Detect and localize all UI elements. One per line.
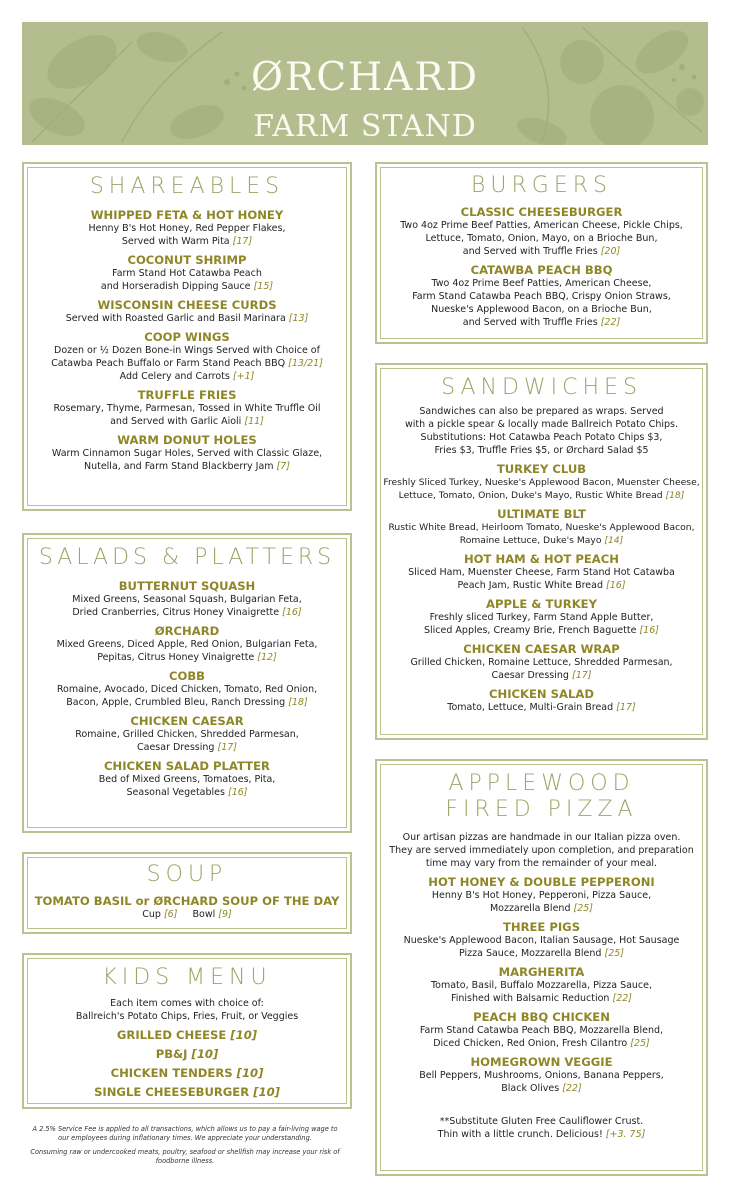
- menu-item-name: COCONUT SHRIMP: [127, 253, 247, 267]
- menu-item-price: [17]: [217, 742, 237, 753]
- menu-item-price: [16]: [606, 580, 626, 591]
- menu-item-price: [+1]: [232, 371, 255, 382]
- menu-item-name: PEACH BBQ CHICKEN: [473, 1010, 610, 1024]
- menu-item-description: Freshly sliced Turkey, Farm Stand Apple Butter, Sliced Apples, Creamy Brie, French Baguette [16]: [424, 612, 659, 636]
- menu-item-name: WISCONSIN CHEESE CURDS: [97, 298, 277, 312]
- menu-item-description: Farm Stand Hot Catawba Peach and Horseradish Dipping Sauce [15]: [100, 268, 274, 292]
- soup-section: [22, 852, 352, 934]
- menu-item-description: Rustic White Bread, Heirloom Tomato, Nueske's Applewood Bacon, Romaine Lettuce, Duke's Mayo [14]: [388, 522, 695, 546]
- menu-item-price: [17]: [571, 670, 592, 681]
- menu-item-price: [25]: [573, 903, 594, 914]
- menu-item-name: CLASSIC CHEESEBURGER: [460, 205, 623, 219]
- menu-item-description: Two 4oz Prime Beef Patties, American Cheese, Farm Stand Catawba Peach BBQ, Crispy Onion Straws, Nueske's Applewood Bacon, on a Brioche Bun, and Served with Truffle Fries [22]: [412, 278, 671, 328]
- menu-item-description: Farm Stand Catawba Peach BBQ, Mozzarella Blend, Diced Chicken, Red Onion, Fresh Cilantro [25]: [419, 1025, 664, 1049]
- shareables-section: [22, 162, 352, 511]
- menu-item-name: TOMATO BASIL or ØRCHARD SOUP OF THE DAY: [34, 894, 340, 908]
- menu-item-name: GRILLED CHEESE [10]: [116, 1028, 258, 1042]
- burgers-section: [375, 162, 708, 344]
- menu-item-name: WARM DONUT HOLES: [117, 433, 257, 447]
- menu-item-price: [13]: [288, 313, 309, 324]
- menu-item-description: Tomato, Basil, Buffalo Mozzarella, Pizza Sauce, Finished with Balsamic Reduction [22]: [430, 980, 653, 1004]
- menu-item-price: [13/21]: [288, 358, 323, 369]
- section-title: SANDWICHES: [441, 375, 642, 400]
- menu-item-description: Tomato, Lettuce, Multi-Grain Bread [17]: [447, 702, 636, 713]
- foodborne-warning: Consuming raw or undercooked meats, poultry, seafood or shellfish may increase your risk of foodborne illness.: [30, 1148, 340, 1165]
- menu-item-description: Bed of Mixed Greens, Tomatoes, Pita, Seasonal Vegetables [16]: [98, 774, 276, 798]
- menu-item-name: PB&J [10]: [155, 1047, 219, 1061]
- menu-item-price: [25]: [604, 948, 625, 959]
- menu-item-description: Warm Cinnamon Sugar Holes, Served with Classic Glaze, Nutella, and Farm Stand Blackberry Jam [7]: [51, 448, 323, 472]
- kids-section: [22, 953, 352, 1109]
- menu-item-description: Cup [6] Bowl [9]: [142, 909, 232, 920]
- menu-item-price: [17]: [232, 236, 253, 247]
- menu-item-description: Dozen or ½ Dozen Bone-in Wings Served with Choice of Catawba Peach Buffalo or Farm Stand Peach BBQ [13/21] Add Celery and Carrots [+1]: [51, 345, 323, 382]
- gluten-free-note: **Substitute Gluten Free Cauliflower Crust. Thin with a little crunch. Delicious! [+3. 75]: [437, 1116, 646, 1140]
- menu-item-description: Romaine, Avocado, Diced Chicken, Tomato, Red Onion, Bacon, Apple, Crumbled Bleu, Ranch Dressing [18]: [56, 684, 318, 708]
- menu-item-name: APPLE & TURKEY: [485, 597, 597, 611]
- menu-item-price: [22]: [612, 993, 633, 1004]
- section-title: KIDS MENU: [102, 965, 272, 990]
- menu-item-price: [12]: [257, 652, 277, 663]
- restaurant-name: ØRCHARD: [251, 55, 479, 100]
- menu-item-price: [14]: [604, 535, 624, 546]
- menu-item-price: [7]: [276, 461, 291, 472]
- menu-item-description: Henny B's Hot Honey, Pepperoni, Pizza Sauce, Mozzarella Blend [25]: [431, 890, 652, 914]
- pizza-section: [375, 759, 708, 1176]
- menu-item-name: ØRCHARD: [154, 624, 220, 638]
- section-intro: Each item comes with choice of: Ballreich's Potato Chips, Fries, Fruit, or Veggies: [75, 998, 299, 1022]
- menu-item-name: HOMEGROWN VEGGIE: [470, 1055, 613, 1069]
- menu-item-name: BUTTERNUT SQUASH: [118, 579, 256, 593]
- menu-item-description: Romaine, Grilled Chicken, Shredded Parmesan, Caesar Dressing [17]: [75, 729, 299, 753]
- section-title: SHAREABLES: [89, 174, 285, 199]
- menu-item-price: [11]: [244, 416, 264, 427]
- section-title: BURGERS: [471, 173, 612, 198]
- menu-item-price: [18]: [288, 697, 308, 708]
- menu-item-name: WHIPPED FETA & HOT HONEY: [90, 208, 284, 222]
- menu-item-name: HOT HAM & HOT PEACH: [463, 552, 619, 566]
- menu-item-price: [+3. 75]: [605, 1129, 646, 1140]
- menu-item-description: Grilled Chicken, Romaine Lettuce, Shredded Parmesan, Caesar Dressing [17]: [410, 657, 673, 681]
- sandwiches-section: [375, 363, 708, 740]
- menu-item-price: [10]: [236, 1066, 264, 1080]
- menu-item-description: Served with Roasted Garlic and Basil Marinara [13]: [65, 313, 309, 324]
- footer-notes: [30, 1125, 340, 1171]
- menu-item-description: Mixed Greens, Seasonal Squash, Bulgarian Feta, Dried Cranberries, Citrus Honey Vinaigrette [16]: [72, 594, 302, 618]
- menu-item-price: [10]: [253, 1085, 280, 1099]
- menu-item-name: CHICKEN TENDERS [10]: [110, 1066, 264, 1080]
- menu-item-price: [16]: [282, 607, 302, 618]
- menu-item-price: [16]: [639, 625, 659, 636]
- menu-item-name: TRUFFLE FRIES: [137, 388, 237, 402]
- menu-item-price: [25]: [630, 1038, 650, 1049]
- menu-item-name: COBB: [168, 669, 206, 683]
- menu-item-price: [10]: [230, 1028, 258, 1042]
- menu-item-description: Henny B's Hot Honey, Red Pepper Flakes, Served with Warm Pita [17]: [88, 223, 286, 247]
- menu-item-name: CATAWBA PEACH BBQ: [470, 263, 613, 277]
- section-title: APPLEWOOD: [448, 771, 635, 796]
- section-title: SALADS & PLATTERS: [38, 545, 336, 570]
- menu-item-description: Two 4oz Prime Beef Patties, American Cheese, Pickle Chips, Lettuce, Tomato, Onion, Mayo, on a Brioche Bun, and Served with Truffle Fries [20]: [400, 220, 683, 257]
- salads-section: [22, 533, 352, 833]
- menu-item-description: Nueske's Applewood Bacon, Italian Sausage, Hot Sausage Pizza Sauce, Mozzarella Blend [25]: [403, 935, 680, 959]
- section-intro: Sandwiches can also be prepared as wraps. Served with a pickle spear & locally made Ballreich Potato Chips. Substitutions: Hot Catawba Peach Potato Chips $3, Fries $3, Truffle Fries $5, or Ørchard Salad $5: [405, 406, 678, 456]
- menu-item-price: [15]: [253, 281, 274, 292]
- section-title: FIRED PIZZA: [445, 797, 638, 822]
- menu-item-description: Sliced Ham, Muenster Cheese, Farm Stand Hot Catawba Peach Jam, Rustic White Bread [16]: [408, 567, 675, 591]
- menu-item-price: [9]: [218, 909, 232, 920]
- menu-item-name: CHICKEN CAESAR: [130, 714, 244, 728]
- menu-item-description: Mixed Greens, Diced Apple, Red Onion, Bulgarian Feta, Pepitas, Citrus Honey Vinaigrette [12]: [56, 639, 318, 663]
- menu-item-name: ULTIMATE BLT: [497, 507, 586, 521]
- header-banner: [22, 22, 708, 145]
- menu-item-name: SINGLE CHEESEBURGER [10]: [94, 1085, 280, 1099]
- menu-item-name: COOP WINGS: [144, 330, 230, 344]
- section-intro: Our artisan pizzas are handmade in our Italian pizza oven. They are served immediately upon completion, and preparation time may vary from the remainder of your meal.: [389, 832, 694, 869]
- menu-item-name: HOT HONEY & DOUBLE PEPPERONI: [428, 875, 655, 889]
- menu-item-description: Rosemary, Thyme, Parmesan, Tossed in White Truffle Oil and Served with Garlic Aioli [11]: [53, 403, 321, 427]
- menu-item-price: [22]: [600, 317, 621, 328]
- menu-item-name: MARGHERITA: [498, 965, 585, 979]
- menu-item-price: [6]: [163, 909, 178, 920]
- service-fee-note: A 2.5% Service Fee is applied to all transactions, which allows us to pay a fair-living wage to our employees during inflationary times. We appreciate your understanding.: [32, 1125, 338, 1142]
- menu-item-name: CHICKEN SALAD: [489, 687, 594, 701]
- menu-item-price: [18]: [665, 490, 685, 501]
- menu-item-description: Freshly Sliced Turkey, Nueske's Applewood Bacon, Muenster Cheese, Lettuce, Tomato, Onion, Duke's Mayo, Rustic White Bread [18]: [383, 477, 700, 501]
- menu-item-price: [20]: [600, 246, 621, 257]
- menu-item-name: CHICKEN CAESAR WRAP: [463, 642, 620, 656]
- menu-item-price: [16]: [227, 787, 248, 798]
- restaurant-subtitle: FARM STAND: [253, 109, 477, 144]
- menu-item-price: [10]: [191, 1047, 219, 1061]
- menu-item-description: Bell Peppers, Mushrooms, Onions, Banana Peppers, Black Olives [22]: [419, 1070, 664, 1094]
- menu-item-name: CHICKEN SALAD PLATTER: [104, 759, 270, 773]
- menu-item-name: TURKEY CLUB: [496, 462, 587, 476]
- menu-item-price: [22]: [562, 1083, 582, 1094]
- section-title: SOUP: [146, 862, 228, 887]
- menu-item-price: [17]: [616, 702, 636, 713]
- menu-item-name: THREE PIGS: [502, 920, 581, 934]
